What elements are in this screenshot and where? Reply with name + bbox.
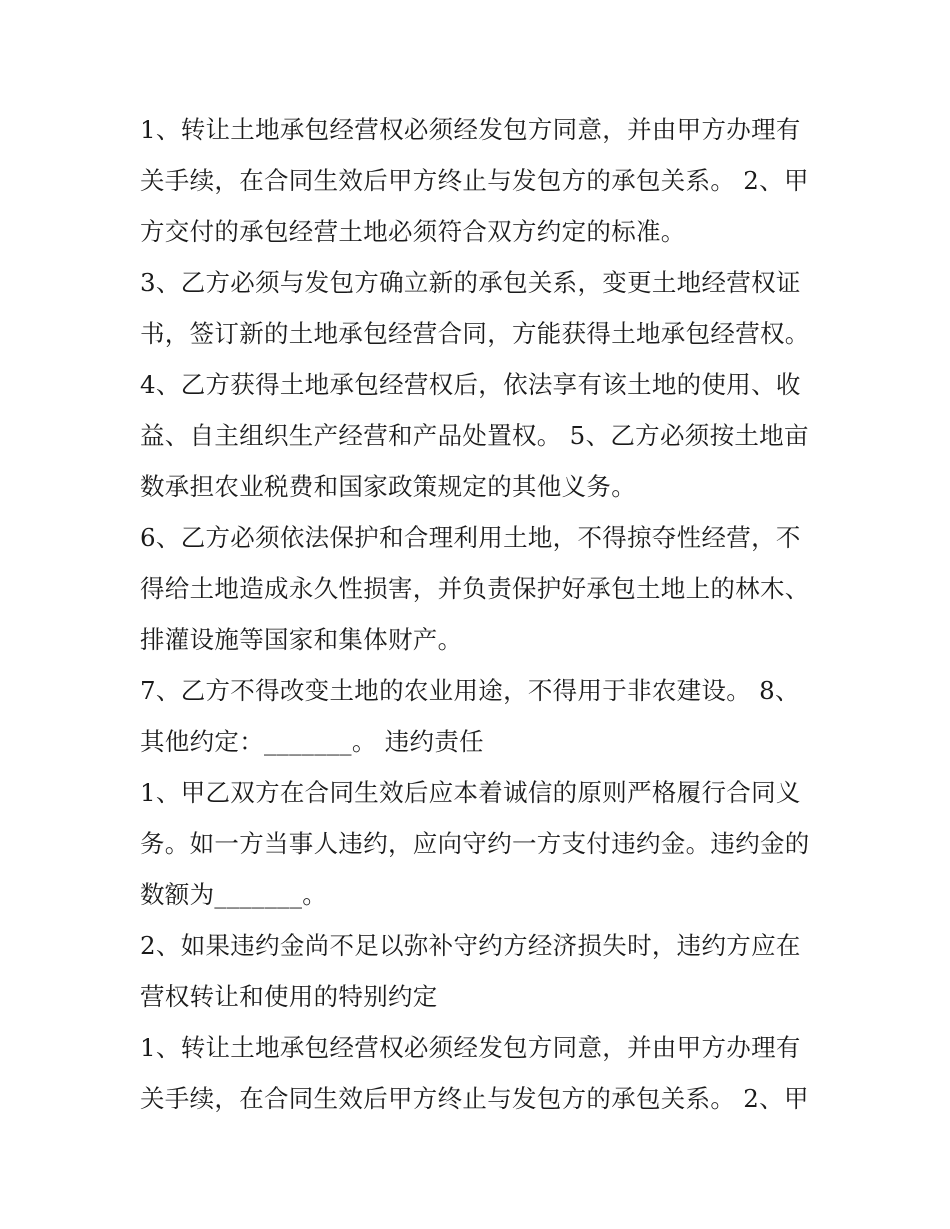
text-line: 营权转让和使用的特别约定: [140, 982, 438, 1011]
text-line: 务。如一方当事人违约，应向守约一方支付违约金。违约金的: [140, 829, 810, 858]
text-line: 关手续，在合同生效后甲方终止与发包方的承包关系。 2、甲: [140, 166, 809, 195]
text-line: 益、自主组织生产经营和产品处置权。 5、乙方必须按土地亩: [140, 421, 809, 450]
text-line: 关手续，在合同生效后甲方终止与发包方的承包关系。 2、甲: [140, 1084, 809, 1113]
text-line: 1、转让土地承包经营权必须经发包方同意，并由甲方办理有: [140, 1033, 801, 1062]
text-line: 1、甲乙双方在合同生效后应本着诚信的原则严格履行合同义: [140, 778, 801, 807]
text-line: 排灌设施等国家和集体财产。: [140, 625, 463, 654]
text-line: 6、乙方必须依法保护和合理利用土地，不得掠夺性经营，不: [140, 523, 801, 552]
text-line: 2、如果违约金尚不足以弥补守约方经济损失时，违约方应在: [140, 931, 801, 960]
text-line: 方交付的承包经营土地必须符合双方约定的标准。: [140, 217, 686, 246]
text-line: 3、乙方必须与发包方确立新的承包关系，变更土地经营权证: [140, 268, 801, 297]
text-line: 7、乙方不得改变土地的农业用途，不得用于非农建设。 8、: [140, 676, 800, 705]
text-line: 书，签订新的土地承包经营合同，方能获得土地承包经营权。: [140, 319, 810, 348]
text-line: 1、转让土地承包经营权必须经发包方同意，并由甲方办理有: [140, 115, 801, 144]
text-line: 数承担农业税费和国家政策规定的其他义务。: [140, 472, 636, 501]
text-line: 数额为_______。: [140, 880, 328, 909]
text-line: 其他约定：_______。 违约责任: [140, 727, 484, 756]
document-body: [140, 104, 820, 1124]
text-line: 得给土地造成永久性损害，并负责保护好承包土地上的林木、: [140, 574, 810, 603]
text-line: 4、乙方获得土地承包经营权后，依法享有该土地的使用、收: [140, 370, 801, 399]
